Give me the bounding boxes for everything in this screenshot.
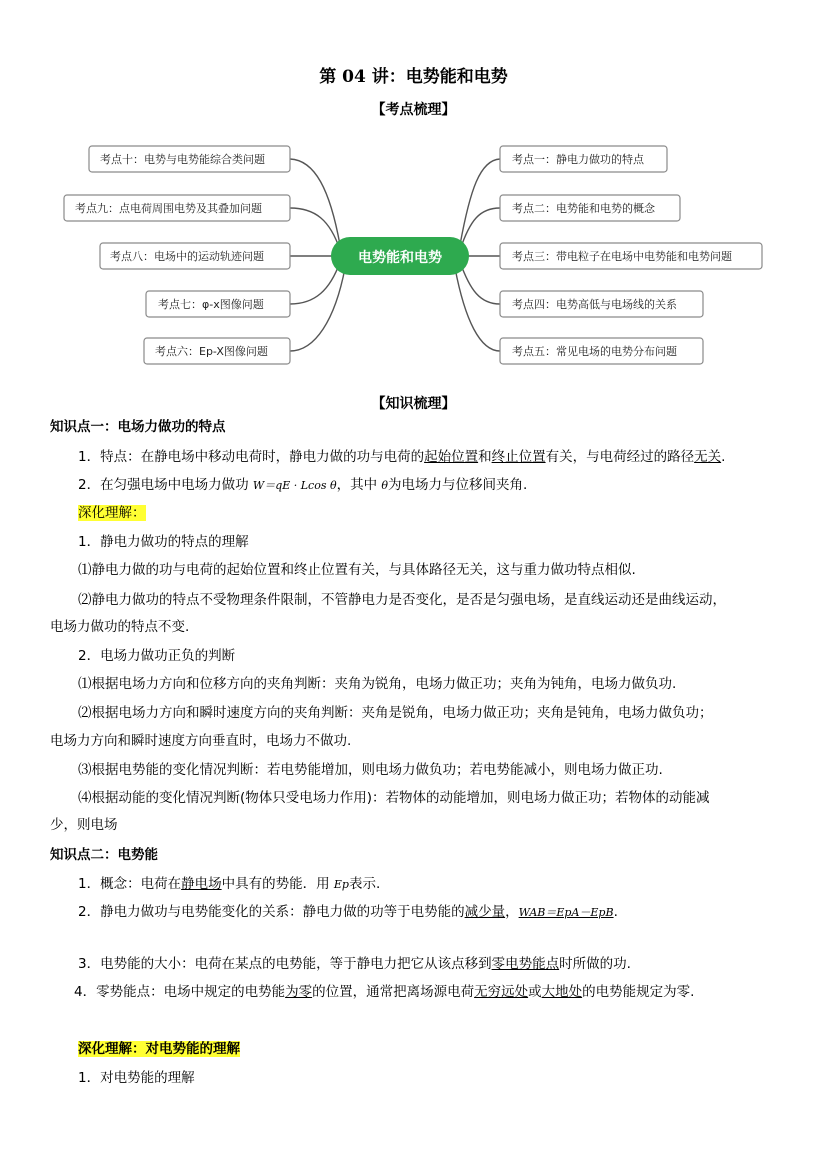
text: . bbox=[613, 904, 618, 920]
text: 1．特点：在静电场中移动电荷时，静电力做的功与电荷的 bbox=[78, 449, 425, 465]
mindmap-left-node-7 bbox=[146, 291, 290, 317]
text: . bbox=[721, 449, 726, 465]
mindmap-right-node-4 bbox=[500, 291, 703, 317]
underlined-term: 静电场 bbox=[181, 876, 222, 892]
mind-map bbox=[0, 135, 827, 375]
mindmap-left-node-6 bbox=[144, 338, 290, 364]
k1-line-7: ⑵根据电场力方向和瞬时速度方向的夹角判断：夹角是锐角，电场力做正功；夹角是钝角，电场力做负功； bbox=[78, 705, 713, 721]
mindmap-left-node-8 bbox=[100, 243, 290, 269]
page-title: 第 04 讲：电势能和电势 bbox=[319, 67, 508, 87]
k1-line-11: 少，则电场 bbox=[50, 817, 118, 833]
text: 的电势能规定为零. bbox=[582, 984, 695, 1000]
theta-symbol: θ bbox=[381, 479, 389, 492]
k1-line-10: ⑷根据动能的变化情况判断(物体只受电场力作用)：若物体的动能增加，则电场力做正功；若物体的动能减 bbox=[78, 790, 710, 806]
k1-p1 bbox=[78, 447, 818, 467]
k2-p1 bbox=[78, 874, 818, 895]
node-label: 考点四：电势高低与电场线的关系 bbox=[512, 298, 677, 311]
mindmap-right-node-5 bbox=[500, 338, 703, 364]
underlined-term: 零电势能点 bbox=[491, 956, 560, 972]
node-label: 考点六：Ep-X图像问题 bbox=[155, 345, 268, 358]
k1-line-1: 1．静电力做功的特点的理解 bbox=[78, 534, 249, 550]
text: 2．在匀强电场中电场力做功 bbox=[78, 477, 253, 493]
k1-line-8: 电场力方向和瞬时速度方向垂直时，电场力不做功. bbox=[50, 733, 352, 749]
mindmap-left-node-10 bbox=[89, 146, 290, 172]
underlined-term: 无关 bbox=[694, 449, 722, 465]
mindmap-right-node-2 bbox=[500, 195, 680, 221]
text: 3．电势能的大小：电荷在某点的电势能，等于静电力把它从该点移到 bbox=[78, 956, 492, 972]
ep-symbol: Ep bbox=[333, 878, 349, 891]
zhishi-heading: 【知识梳理】 bbox=[371, 396, 456, 412]
k1-line-5: 2．电场力做功正负的判断 bbox=[78, 648, 236, 664]
k2-heading: 知识点二：电势能 bbox=[50, 847, 158, 863]
k1-line-6: ⑴根据电场力方向和位移方向的夹角判断：夹角为锐角，电场力做正功；夹角为钝角，电场力做负功. bbox=[78, 676, 677, 692]
node-label: 考点二：电势能和电势的概念 bbox=[512, 202, 655, 215]
underlined-term: 大地处 bbox=[541, 984, 583, 1000]
text: 或 bbox=[528, 984, 542, 1000]
mindmap-right-node-1 bbox=[500, 146, 667, 172]
center-label: 电势能和电势 bbox=[358, 250, 442, 266]
node-label: 考点十：电势与电势能综合类问题 bbox=[100, 153, 265, 166]
text: 时所做的功. bbox=[559, 956, 631, 972]
underlined-term: 无穷远处 bbox=[474, 984, 529, 1000]
underlined-term: 起始位置 bbox=[424, 449, 479, 465]
k1-p2 bbox=[78, 475, 818, 496]
energy-formula: WAB＝EpA－EpB bbox=[518, 906, 614, 919]
mindmap-center bbox=[331, 237, 469, 275]
text: 为电场力与位移间夹角. bbox=[388, 477, 528, 493]
text: ，其中 bbox=[336, 477, 382, 493]
work-formula: W＝qE · Lcos θ bbox=[252, 479, 337, 492]
k1-line-2: ⑴静电力做的功与电荷的起始位置和终止位置有关，与具体路径无关，这与重力做功特点相似. bbox=[78, 562, 636, 578]
node-label: 考点八：电场中的运动轨迹问题 bbox=[110, 250, 264, 263]
text: 2．静电力做功与电势能变化的关系：静电力做的功等于电势能的 bbox=[78, 904, 465, 920]
text: 有关，与电荷经过的路径 bbox=[545, 449, 695, 465]
text: ， bbox=[505, 904, 519, 920]
underlined-term: 为零 bbox=[285, 984, 313, 1000]
kaodian-heading: 【考点梳理】 bbox=[371, 102, 456, 118]
node-label: 考点九：点电荷周围电势及其叠加问题 bbox=[75, 202, 262, 215]
k1-deep-label bbox=[78, 503, 818, 523]
k2-deep-label bbox=[78, 1039, 818, 1059]
text: 的位置，通常把离场源电荷 bbox=[312, 984, 475, 1000]
mindmap-right-node-3 bbox=[500, 243, 762, 269]
text: 中具有的势能．用 bbox=[221, 876, 334, 892]
underlined-term: 终止位置 bbox=[491, 449, 546, 465]
highlight-label: 深化理解： bbox=[78, 505, 146, 521]
text: 和 bbox=[478, 449, 492, 465]
node-label: 考点三：带电粒子在电场中电势能和电势问题 bbox=[512, 250, 732, 263]
k2-p2 bbox=[78, 902, 818, 923]
k2-p4 bbox=[74, 982, 814, 1002]
k1-line-9: ⑶根据电势能的变化情况判断：若电势能增加，则电场力做负功；若电势能减小，则电场力做正功. bbox=[78, 762, 663, 778]
node-label: 考点七：φ-x图像问题 bbox=[158, 298, 264, 311]
text: 表示. bbox=[348, 876, 381, 892]
k1-heading: 知识点一：电场力做功的特点 bbox=[50, 419, 226, 435]
node-label: 考点一：静电力做功的特点 bbox=[512, 153, 644, 166]
text: 4．零势能点：电场中规定的电势能 bbox=[74, 984, 286, 1000]
text: 1．概念：电荷在 bbox=[78, 876, 182, 892]
underlined-term: 减少量 bbox=[464, 904, 506, 920]
node-label: 考点五：常见电场的电势分布问题 bbox=[512, 345, 677, 358]
highlight-label: 深化理解：对电势能的理解 bbox=[78, 1041, 240, 1057]
mindmap-left-node-9 bbox=[64, 195, 290, 221]
k1-line-3: ⑵静电力做功的特点不受物理条件限制，不管静电力是否变化，是否是匀强电场，是直线运动还是曲线运动， bbox=[78, 592, 726, 608]
k1-line-4: 电场力做功的特点不变. bbox=[50, 619, 190, 635]
k2-p3 bbox=[78, 954, 818, 974]
k2-last-line: 1．对电势能的理解 bbox=[78, 1070, 195, 1086]
